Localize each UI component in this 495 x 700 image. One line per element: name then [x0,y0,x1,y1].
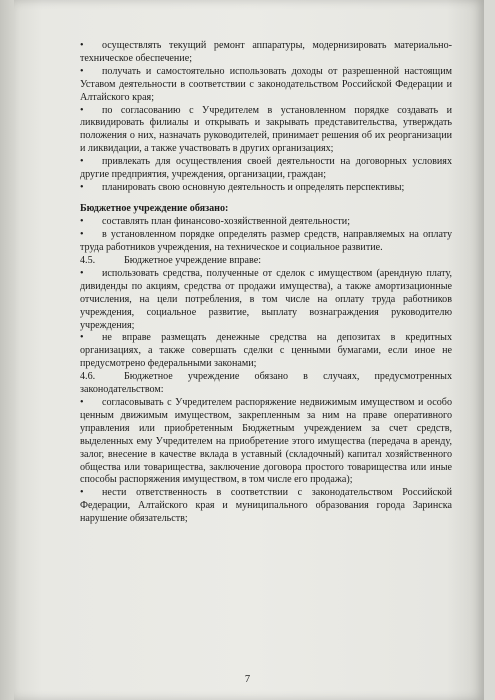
clause-number: 4.6. [80,371,96,383]
clause-text: Бюджетное учреждение обязано в случаях, предусмотренных законодательством: [80,371,452,396]
section-heading: Бюджетное учреждение обязано: [80,203,229,215]
numbered-clause [80,371,452,397]
bullet-item: • привлекать для осуществления своей деятельности на договорных условиях другие предприятия, учреждения, организации, граждан; [80,156,452,182]
paragraph-gap [80,195,452,204]
page-binding-edge [0,0,14,700]
bullet-item: • по согласованию с Учредителем в установленном порядке создавать и ликвидировать филиалы и открывать и закрывать представительства, утверждать положения о них, назначать руководителей, принимает решения об их реорганизации и ликвидации, а также участвовать в других организациях; [80,105,452,157]
bullet-item: • использовать средства, полученные от сделок с имуществом (арендную плату, дивиденды по акциям, средства от продажи имущества), а также амортизационные отчисления, на цели потребления, в том числе на оплату труда работников учреждения, социальное развитие, выплату вознаграждения руководителю учреждения; [80,268,452,333]
bullet-item: • нести ответственность в соответствии с законодательством Российской Федерации, Алтайского края и муниципального образования города Заринска нарушение обязательств; [80,487,452,526]
document-body [80,40,452,526]
page-number: 7 [244,674,251,685]
clause-number: 4.5. [80,255,96,266]
bullet-item: • в установленном порядке определять размер средств, направляемых на оплату труда работников учреждения, на техническое и социальное развитие. [80,229,452,255]
bullet-item: • согласовывать с Учредителем распоряжение недвижимым имуществом и особо ценным движимым имуществом, закрепленным за ним на праве оперативного управления или приобретенным Бюджетным учреждением за счет средств, выделенных ему Учредителем на приобретение этого имущества (передача в аренду, залог, внесение в качестве вклада в уставный (складочный) капитал хозяйственного общества или товарищества, заключение договора простого товарищества или иные способы распоряжения имуществом, в том числе его продажа); [80,397,452,487]
bullet-item: • планировать свою основную деятельность и определять перспективы; [80,182,452,195]
bullet-item: • не вправе размещать денежные средства на депозитах в кредитных организациях, а также совершать сделки с ценными бумагами, если иное не предусмотрено федеральными законами; [80,332,452,371]
bullet-item: • получать и самостоятельно использовать доходы от разрешенной настоящим Уставом деятельности в соответствии с законодательством Российской Федерации и Алтайского края; [80,66,452,105]
numbered-clause [80,255,452,268]
bullet-item: • составлять план финансово-хозяйственной деятельности; [80,216,452,229]
clause-text: Бюджетное учреждение вправе: [124,255,261,266]
bullet-item: • осуществлять текущий ремонт аппаратуры, модернизировать материально-техническое обеспечение; [80,40,452,66]
